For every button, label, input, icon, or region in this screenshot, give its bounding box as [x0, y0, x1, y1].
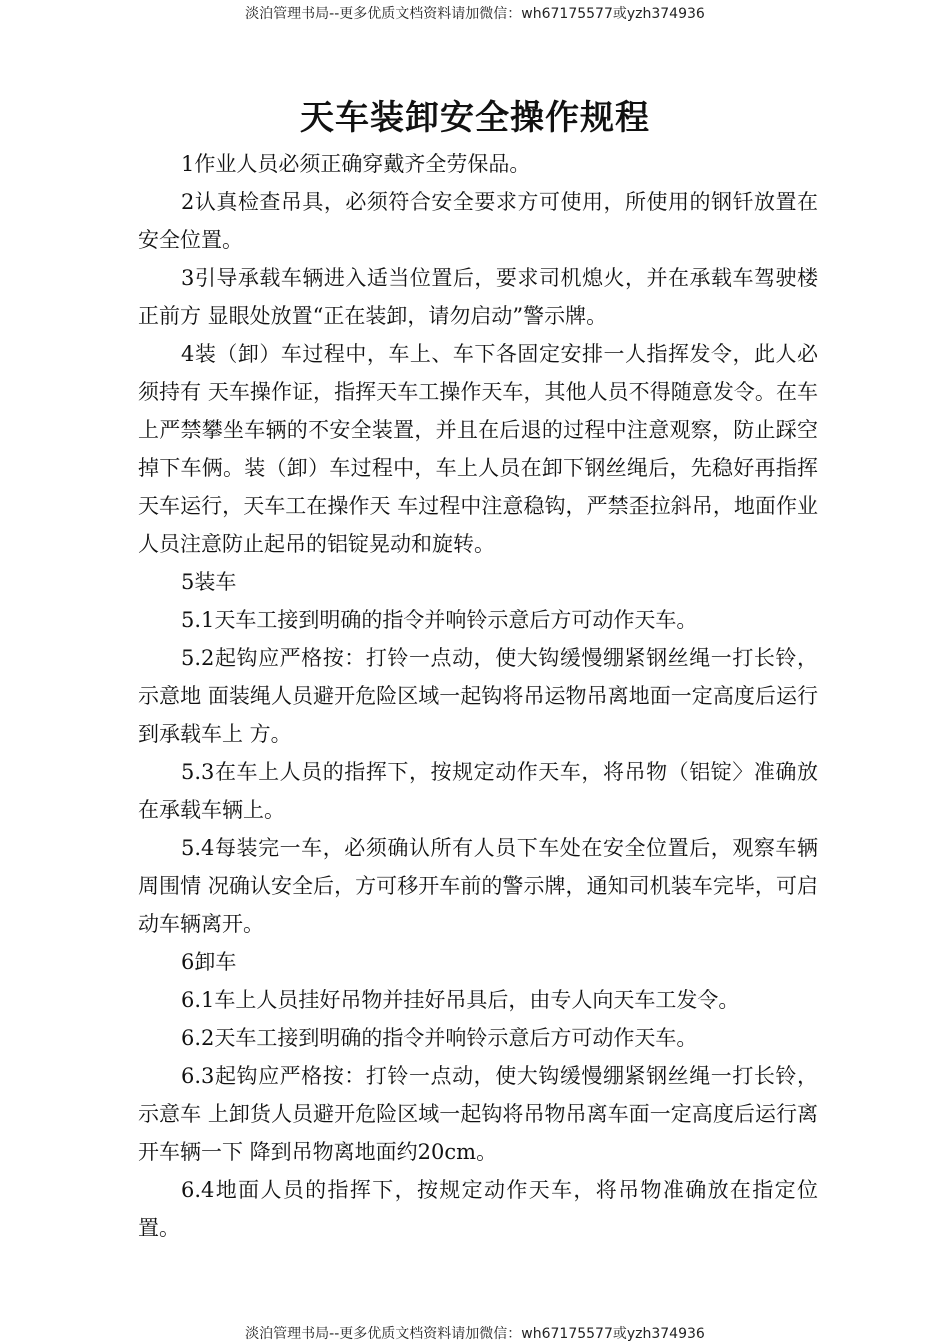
paragraph-6-3: 6.3起钩应严格按：打铃一点动，使大钩缓慢绷紧钢丝绳一打长铃，示意车 上卸货人员避开危险区域一起钩将吊物吊离车面一定高度后运行离开车辆一下 降到吊物离地面约20cm。 — [138, 1064, 818, 1164]
section-heading-loading: 5装车 — [181, 570, 237, 594]
paragraph-2: 2认真检查吊具，必须符合安全要求方可使用，所使用的钢钎放置在安全位置。 — [138, 190, 818, 252]
paragraph-6-2: 6.2天车工接到明确的指令并响铃示意后方可动作天车。 — [181, 1026, 698, 1050]
paragraph-3: 3引导承载车辆进入适当位置后，要求司机熄火，并在承载车驾驶楼正前方 显眼处放置“正在装卸，请勿启动”警示牌。 — [138, 266, 818, 328]
paragraph-5-1: 5.1天车工接到明确的指令并响铃示意后方可动作天车。 — [181, 608, 698, 632]
document-body — [138, 145, 818, 1247]
paragraph-5-3: 5.3在车上人员的指挥下，按规定动作天车，将吊物（铝锭〉准确放在承载车辆上。 — [138, 760, 818, 822]
footer-watermark-note: 淡泊管理书局--更多优质文档资料请加微信：wh67175577或yzh374936 — [245, 1326, 705, 1342]
paragraph-1: 1作业人员必须正确穿戴齐全劳保品。 — [181, 152, 531, 176]
paragraph-6-1: 6.1车上人员挂好吊物并挂好吊具后，由专人向天车工发令。 — [181, 988, 740, 1012]
paragraph-4: 4装（卸）车过程中，车上、车下各固定安排一人指挥发令，此人必须持有 天车操作证，指挥天车工操作天车，其他人员不得随意发令。在车上严禁攀坐车辆的不安全装置，并且在后退的过程中注意观察，防止踩空掉下车俩。装（卸）车过程中，车上人员在卸下钢丝绳后，先稳好再指挥天车运行，天车工在操作天 车过程中注意稳钩，严禁歪拉斜吊，地面作业人员注意防止起吊的铝锭晃动和旋转。 — [138, 342, 818, 556]
section-heading-unloading: 6卸车 — [181, 950, 237, 974]
paragraph-6-4: 6.4地面人员的指挥下，按规定动作天车，将吊物准确放在指定位置。 — [138, 1178, 818, 1240]
document-title: 天车装卸安全操作规程 — [300, 98, 650, 138]
paragraph-5-4: 5.4每装完一车，必须确认所有人员下车处在安全位置后，观察车辆周围情 况确认安全后，方可移开车前的警示牌，通知司机装车完毕，可启动车辆离开。 — [138, 836, 818, 936]
paragraph-5-2: 5.2起钩应严格按：打铃一点动，使大钩缓慢绷紧钢丝绳一打长铃，示意地 面装绳人员避开危险区域一起钩将吊运物吊离地面一定高度后运行到承载车上 方。 — [138, 646, 818, 746]
header-watermark-note: 淡泊管理书局--更多优质文档资料请加微信：wh67175577或yzh374936 — [245, 6, 705, 22]
